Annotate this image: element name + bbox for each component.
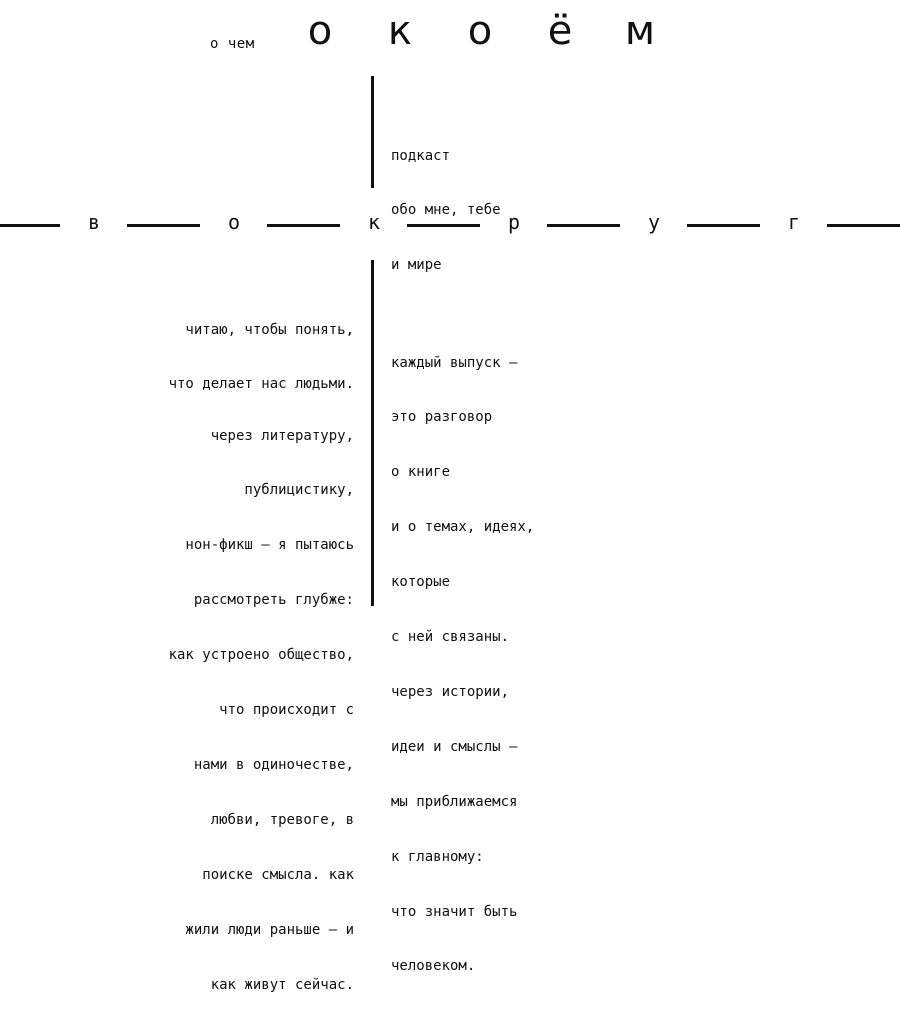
around-segment <box>267 224 340 227</box>
vertical-divider-bottom <box>371 260 374 606</box>
text-line: что значит быть <box>391 903 518 920</box>
title-word <box>280 8 680 54</box>
around-segment <box>687 224 760 227</box>
text-line: которые <box>391 574 451 591</box>
podcast-blurb <box>391 110 501 293</box>
around-letter: р <box>507 210 521 234</box>
around-segment <box>547 224 620 227</box>
text-line: как устроено общество, <box>168 647 354 664</box>
text-line: человеком. <box>391 958 476 975</box>
text-line: поиске смысла. как <box>202 866 354 883</box>
around-segment <box>827 224 900 227</box>
around-letter: г <box>787 210 801 234</box>
title-letter: о <box>307 8 333 54</box>
text-line: идеи и смыслы – <box>391 738 518 755</box>
title-letter: ё <box>547 8 573 54</box>
title-letter: к <box>387 8 413 54</box>
text-line: к главному: <box>391 848 484 865</box>
text-line: любви, тревоге, в <box>210 811 354 828</box>
left-body <box>169 390 354 1012</box>
around-letter: о <box>227 210 241 234</box>
around-segment <box>407 224 480 227</box>
around-letter: в <box>87 210 101 234</box>
text-line: жили люди раньше – и <box>185 921 354 938</box>
right-body <box>391 317 534 994</box>
text-line: с ней связаны. <box>391 629 510 646</box>
vertical-divider-top <box>371 76 374 188</box>
around-letter: к <box>367 210 381 234</box>
title-letter: м <box>624 8 656 54</box>
blurb-line: подкаст <box>391 147 451 164</box>
title-letter: о <box>467 8 493 54</box>
text-line: нон-фикш – я пытаюсь <box>185 537 354 554</box>
around-line <box>0 224 900 227</box>
around-letter: у <box>647 210 661 234</box>
text-line: что делает нас людьми. <box>168 376 354 393</box>
text-line: это разговор <box>391 409 493 426</box>
text-line: нами в одиночестве, <box>193 756 354 773</box>
text-line: через литературу, <box>210 427 354 444</box>
text-line: через истории, <box>391 683 510 700</box>
text-line: мы приближаемся <box>391 793 518 810</box>
text-line: о книге <box>391 464 451 481</box>
text-line: каждый выпуск – <box>391 354 518 371</box>
title-prefix: о чем <box>210 36 255 52</box>
around-segment <box>127 224 200 227</box>
text-line: публицистику, <box>244 482 354 499</box>
blurb-line: и мире <box>391 257 442 274</box>
blurb-line: обо мне, тебе <box>391 202 501 219</box>
text-line: рассмотреть глубже: <box>193 592 354 609</box>
text-line: читаю, чтобы понять, <box>185 321 354 338</box>
text-line: как живут сейчас. <box>210 976 354 993</box>
around-segment <box>0 224 60 227</box>
text-line: и о темах, идеях, <box>391 519 535 536</box>
text-line: что происходит с <box>219 702 354 719</box>
